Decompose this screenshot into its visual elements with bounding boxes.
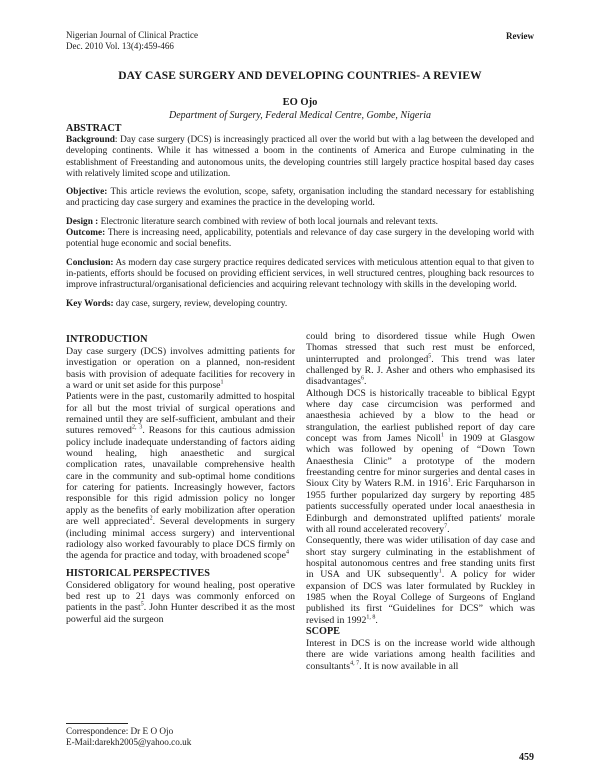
ref-marker: 5 xyxy=(140,601,144,608)
ref-marker: 2, 3 xyxy=(131,425,143,432)
ref-marker: 1, 8 xyxy=(366,614,376,621)
scope-p1-text: Interest in DCS is on the increase world wide although there are wide variations among health facilities and consultants xyxy=(306,637,535,672)
running-header xyxy=(66,30,198,52)
article-type: Review xyxy=(506,31,534,41)
journal-name: Nigerian Journal of Clinical Practice xyxy=(66,30,198,40)
author-name: EO Ojo xyxy=(282,97,318,108)
r-p2c-text: . Eric Farquharson in 1955 further popularized day surgery by reporting 485 patients successfully operated under local anaesthesia in Edinburgh and demonstrated uplifted patients' morale with all round accelerated recovery xyxy=(306,478,536,535)
abstract xyxy=(66,123,534,317)
conclusion-label: Conclusion: xyxy=(66,257,114,268)
intro-paragraph-1 xyxy=(66,346,295,391)
correspondence-email: E-Mail:darekh2005@yahoo.co.uk xyxy=(66,737,192,747)
r-p2-text: Although DCS is historically traceable to biblical Egypt where day case circumcision was performed and anaesthesia achieved by a blow to the head or strangulation, the earliest published report of day care concept was from James Nicoll xyxy=(306,387,535,445)
r-p1b-text: . This trend was later challenged by R. J. Asher and others who emphasised its disadvantages xyxy=(306,353,535,388)
author-affiliation: Department of Surgery, Federal Medical Centre, Gombe, Nigeria xyxy=(169,110,431,121)
r-p2b-text: in 1909 at Glasgow which was followed by opening of “Down Town Anaesthesia Clinic” a prototype of the modern freestanding centre for minor surgeries and dental cases in Sioux City by Waters R.M. in 1916 xyxy=(306,433,535,490)
design-label: Design : xyxy=(66,216,99,227)
abstract-outcome xyxy=(66,228,534,251)
keywords-label: Key Words: xyxy=(66,298,114,309)
abstract-objective xyxy=(66,187,534,210)
intro-p2b-text: . Reasons for this cautious admission policy include inadequate understanding of factors aiding wound healing, high anaesthetic and surgical complication rates, unavailable comprehensive health care in the community and sub-optimal home conditions for catering for patients. Increasingly however, factors responsible for this rigid admission policy no longer apply as the benefits of early mobilization after operation are well appreciated xyxy=(66,425,296,528)
outcome-text: There is increasing need, applicability, potentials and relevance of day case surgery in the developing world with potential huge economic and social benefits. xyxy=(66,228,534,250)
scope-heading: SCOPE xyxy=(306,625,340,637)
conclusion-text: As modern day case surgery practice requires dedicated services with meticulous attention equal to that given to in-patients, efforts should be focused on providing efficient services, in well structured centres, ploughing back resources to improve infrastructural/organisational deficiencies and acquiring relevant technology with skills in the developing world. xyxy=(66,257,534,291)
ref-marker: 1 xyxy=(220,379,224,386)
intro-p2a-text: Patients were in the past, customarily admitted to hospital for all but the most trivial of surgical operations and remained until they are self-sufficient, ambulant and their sutures removed xyxy=(66,391,295,437)
ref-marker: 1 xyxy=(447,478,451,485)
keywords-text: day case, surgery, review, developing country. xyxy=(113,298,288,309)
right-paragraph-2: Although DCS is historically traceable to biblical Egypt where day case circumcision was performed and anaesthesia achieved by a blow to the head or strangulation, the earliest published report of day care concept was from James Nicoll$^1$ in 1909 at Glasgow which was followed by opening of “Down Town Anaesthesia Clinic” a prototype of the modern freestanding centre for minor surgeries and dental cases in Sioux City by Waters R.M. in 1916$^1$. Eric Farquharson in 1955 further popularized day surgery by reporting 485 patients successfully operated under local anaesthesia in Edinburgh and demonstrated uplifted patients' morale with all round accelerated recovery$^7$. xyxy=(306,387,536,535)
ref-marker: 7 xyxy=(444,523,448,530)
hist-p1-text: Considered obligatory for wound healing, post operative bed rest up to 21 days was commonly enforced on patients in the past xyxy=(66,579,295,614)
abstract-keywords xyxy=(66,299,534,310)
ref-marker: 4 xyxy=(285,549,289,556)
ref-marker: 5 xyxy=(428,353,432,360)
ref-marker: 1 xyxy=(441,432,445,439)
background-text: : Day case surgery (DCS) is increasingly practiced all over the world but with a lag between the developed and developing continents. While it has witnessed a boom in the continents of America and Europe culminating in the establishment of Freestanding and autonomous units, the developing countries still largely practice hospital based day cases with relatively limited scope and utilization. xyxy=(66,135,534,179)
introduction-heading: INTRODUCTION xyxy=(66,334,148,345)
intro-p1-text: Day case surgery (DCS) involves admitting patients for investigation or operation on a planned, non-resident basis with provision of adequate facilities for recovery in a ward or unit set aside for this purpose xyxy=(66,346,295,392)
ref-marker: 1 xyxy=(438,568,442,575)
abstract-background xyxy=(66,135,534,180)
hist-p1b-text: . John Hunter described it as the most powerful aid the surgeon xyxy=(66,602,295,625)
page-number: 459 xyxy=(519,752,534,763)
correspondence-name: Correspondence: Dr E O Ojo xyxy=(66,726,174,736)
ref-marker: 4, 7 xyxy=(350,660,360,667)
historical-paragraph-1 xyxy=(66,580,295,625)
outcome-label: Outcome: xyxy=(66,228,106,239)
scope-p1b-text: . It is now available in all xyxy=(359,660,459,672)
scope-paragraph-1 xyxy=(306,638,535,672)
footnote-rule xyxy=(66,723,128,724)
intro-p2c-text: . Several developments in surgery (including minimal access surgery) and interventional radiology also worked favourably to place DCS firmly on the agenda for practice and today, with broadened scope xyxy=(66,516,295,562)
objective-label: Objective: xyxy=(66,187,108,198)
right-paragraph-3: Consequently, there was wider utilisation of day case and short stay surgery culminating in the establishment of hospital autonomous centres and free standing units first in USA and UK subsequently$^1$. A policy for wider expansion of DCS was later formulated by Ruckley in 1985 when the Royal College of Surgeons of England published its first “Guidelines for DCS” which was revised in 1992$^{1, 8}$. xyxy=(306,535,535,626)
design-text: Electronic literature search combined with review of both local journals and relevant texts. xyxy=(98,216,439,227)
right-paragraph-1: could bring to disordered tissue while Hugh Owen Thomas stressed that such rest must be enforced, uninterrupted and prolonged$^5$. This trend was later challenged by R. J. Asher and others who emphasised its disadvantages$^6$. xyxy=(306,331,535,388)
left-column xyxy=(66,334,295,625)
abstract-heading: ABSTRACT xyxy=(66,123,122,134)
intro-paragraph-2 xyxy=(66,391,295,561)
ref-marker: 6 xyxy=(360,376,364,383)
abstract-design xyxy=(66,217,534,228)
r-p3-text: Consequently, there was wider utilisation of day case and short stay surgery culminating in the establishment of hospital autonomous centres and free standing units first in USA and UK subsequently xyxy=(306,535,535,581)
journal-issue: Dec. 2010 Vol. 13(4):459-466 xyxy=(66,41,174,51)
abstract-conclusion xyxy=(66,258,534,292)
background-label: Background xyxy=(66,135,115,145)
ref-marker: 2 xyxy=(149,515,153,522)
article-title: DAY CASE SURGERY AND DEVELOPING COUNTRIES- A REVIEW xyxy=(118,70,482,82)
right-column xyxy=(306,331,535,672)
r-p1-text: could bring to disordered tissue while Hugh Owen Thomas stressed that such rest must be enforced, uninterrupted and prolonged xyxy=(306,331,535,365)
historical-heading: HISTORICAL PERSPECTIVES xyxy=(66,567,210,579)
correspondence xyxy=(66,726,191,748)
r-p3b-text: A policy for wider expansion of DCS was later formulated by Ruckley in 1985 when the Royal College of Surgeons of England published its first “Guidelines for DCS” which was revised in 1992 xyxy=(306,569,535,626)
objective-text: This article reviews the evolution, scope, safety, organisation including the standard necessary for establishing and practicing day case surgery and examines the practice in the developing world. xyxy=(66,187,534,209)
